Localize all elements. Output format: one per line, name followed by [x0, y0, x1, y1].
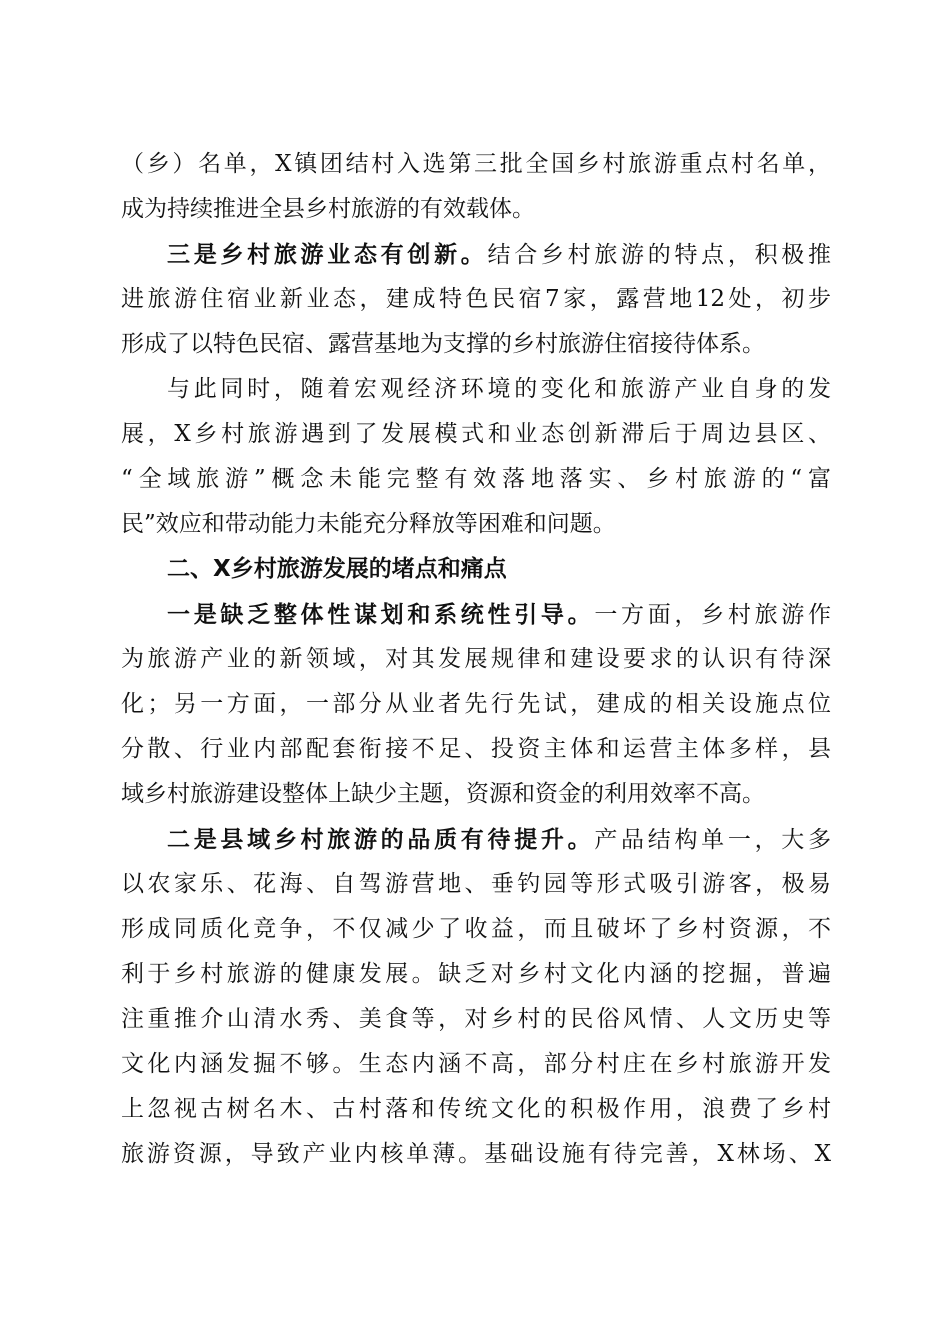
text-line: 化；另一方面，一部分从业者先行先试，建成的相关设施点位	[121, 691, 831, 717]
text-line: 形成了以特色民宿、露营基地为支撑的乡村旅游住宿接待体系。	[121, 331, 765, 357]
text-line: 上忽视古树名木、古村落和传统文化的积极作用，浪费了乡村	[121, 1096, 831, 1122]
text-line: （乡）名单，X镇团结村入选第三批全国乡村旅游重点村名单，	[121, 151, 831, 177]
paragraph-lead: 三是乡村旅游业态有创新。	[167, 241, 488, 268]
text-line: 注重推介山清水秀、美食等，对乡村的民俗风情、人文历史等	[121, 1006, 831, 1032]
text-line: 形成同质化竞争，不仅减少了收益，而且破坏了乡村资源，不	[121, 916, 831, 942]
text-line: 分散、行业内部配套衔接不足、投资主体和运营主体多样，县	[121, 736, 831, 762]
text-segment: 一方面，乡村旅游作	[594, 602, 832, 628]
section-heading: 二、X乡村旅游发展的堵点和痛点	[167, 556, 507, 582]
text-line: 进旅游住宿业新业态，建成特色民宿7家，露营地12处，初步	[121, 286, 831, 312]
text-segment: 产品结构单一，大多	[594, 827, 832, 853]
text-line	[121, 232, 831, 277]
text-line: 旅游资源，导致产业内核单薄。基础设施有待完善，X林场、X	[121, 1141, 831, 1167]
text-line: 展，X乡村旅游遇到了发展模式和业态创新滞后于周边县区、	[121, 421, 831, 447]
text-line: 成为持续推进全县乡村旅游的有效载体。	[121, 196, 535, 222]
body-text	[121, 142, 831, 1177]
text-line: “全域旅游”概念未能完整有效落地落实、乡村旅游的“富	[121, 466, 831, 492]
paragraph-lead: 一是缺乏整体性谋划和系统性引导。	[167, 601, 595, 628]
text-line: 文化内涵发掘不够。生态内涵不高，部分村庄在乡村旅游开发	[121, 1051, 831, 1077]
paragraph-lead: 二是县域乡村旅游的品质有待提升。	[167, 826, 595, 853]
text-line: 民”效应和带动能力未能充分释放等困难和问题。	[121, 511, 616, 537]
text-line	[121, 592, 831, 637]
text-line: 与此同时，随着宏观经济环境的变化和旅游产业自身的发	[167, 376, 831, 402]
text-line: 利于乡村旅游的健康发展。缺乏对乡村文化内涵的挖掘，普遍	[121, 961, 831, 987]
text-segment: 结合乡村旅游的特点，积极推	[487, 242, 832, 268]
text-line: 以农家乐、花海、自驾游营地、垂钓园等形式吸引游客，极易	[121, 871, 831, 897]
text-line: 域乡村旅游建设整体上缺少主题，资源和资金的利用效率不高。	[121, 781, 765, 807]
text-line	[121, 817, 831, 862]
text-line: 为旅游产业的新领域，对其发展规律和建设要求的认识有待深	[121, 646, 831, 672]
